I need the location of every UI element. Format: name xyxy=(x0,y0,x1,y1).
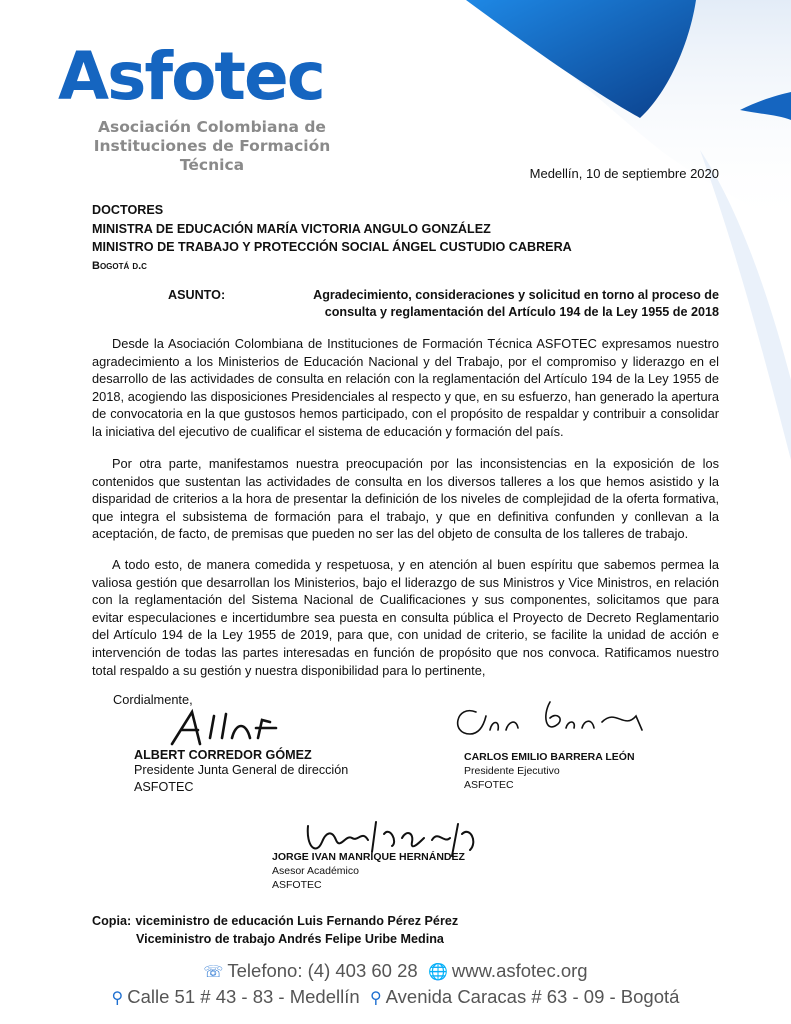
signer-role: Presidente Ejecutivo xyxy=(464,765,560,777)
signer-name: JORGE IVAN MANRIQUE HERNÁNDEZ xyxy=(272,851,465,863)
signature-block-3 xyxy=(266,808,506,894)
signer-org: ASFOTEC xyxy=(464,779,514,791)
signer-role: Asesor Académico xyxy=(272,865,359,877)
signer-org: ASFOTEC xyxy=(134,780,194,794)
subject-block xyxy=(168,287,719,321)
signature-block-1 xyxy=(126,706,366,806)
footer-address-1: Calle 51 # 43 - 83 - Medellín xyxy=(127,986,360,1007)
addressee-block xyxy=(92,201,572,275)
footer-address-2: Avenida Caracas # 63 - 09 - Bogotá xyxy=(385,986,680,1007)
addressee-line: MINISTRO DE TRABAJO Y PROTECCIÓN SOCIAL ÁNGEL CUSTUDIO CABRERA xyxy=(92,240,572,254)
subject-text: Agradecimiento, consideraciones y solicitud en torno al proceso de consulta y reglamentación del Artículo 194 de la Ley 1955 de 2018 xyxy=(313,288,719,319)
body-paragraph: A todo esto, de manera comedida y respetuosa, y en atención al buen espíritu que sabemos permea la valiosa gestión que desarrollan los Ministerios, bajo el liderazgo de sus Ministros y Vice Ministros, en relación con la reglamentación del Sistema Nacional de Cualificaciones y sus componentes, solicitamos que para evitar especulaciones e incertidumbre sea puesta en consulta pública el Proyecto de Decreto Reglamentario del Artículo 194 de la Ley 1955 de 2019, para que, con unidad de criterio, se facilite la unidad de acción e intervención de todas las partes interesadas en función de propósito que nos convoca. Ratificamos nuestro total respaldo a su gestión y nuestra disponibilidad para lo pertinente, xyxy=(92,557,719,678)
globe-icon: 🌐 xyxy=(427,964,448,981)
signer-org: ASFOTEC xyxy=(272,879,322,891)
signature-block-2 xyxy=(440,690,676,802)
footer-web[interactable]: www.asfotec.org xyxy=(451,960,588,981)
copy-label: Copia: xyxy=(92,914,132,928)
organization-name xyxy=(62,118,362,175)
closing: Cordialmente, xyxy=(113,692,193,707)
footer-phone: Telefono: (4) 403 60 28 xyxy=(227,960,418,981)
body-paragraph: Desde la Asociación Colombiana de Instituciones de Formación Técnica ASFOTEC expresamos nuestro agradecimiento a los Ministerios de Educación Nacional y del Trabajo, por el compromiso y liderazgo en el desarrollo de las actividades de consulta en relación con la reglamentación del Artículo 194 de la Ley 1955 de 2018, acogiendo las disposiciones Presidenciales al respecto y que, en su esfuerzo, han generado la apertura de convocatoria en la que gustosos hemos participado, con el propósito de respaldar y contribuir a consolidar la iniciativa del ejecutivo de cualificar el sistema de educación y formación del país. xyxy=(92,336,719,439)
asfotec-logo xyxy=(58,38,324,115)
handwritten-signature xyxy=(166,708,286,748)
handwritten-signature xyxy=(446,694,656,744)
subject-label: ASUNTO: xyxy=(168,288,226,302)
org-line-1: Asociación Colombiana de xyxy=(98,118,326,136)
signer-name: ALBERT CORREDOR GÓMEZ xyxy=(134,748,312,762)
location-icon: ⚲ xyxy=(111,990,124,1007)
addressee-line: DOCTORES xyxy=(92,203,164,217)
footer-address xyxy=(0,986,791,1008)
addressee-city: Bogotá d.c xyxy=(92,259,147,272)
signer-role: Presidente Junta General de dirección xyxy=(134,763,349,777)
letter-date: Medellín, 10 de septiembre 2020 xyxy=(529,166,719,181)
logo-wordmark xyxy=(58,38,324,115)
phone-icon: ☏ xyxy=(203,964,224,981)
copy-line: viceministro de educación Luis Fernando Pérez Pérez xyxy=(135,914,459,928)
org-line-2: Instituciones de Formación Técnica xyxy=(93,137,331,174)
addressee-line: MINISTRA DE EDUCACIÓN MARÍA VICTORIA ANGULO GONZÁLEZ xyxy=(92,221,491,236)
copy-line: Viceministro de trabajo Andrés Felipe Uribe Medina xyxy=(136,932,444,946)
body-paragraph: Por otra parte, manifestamos nuestra preocupación por las inconsistencias en la exposición de los contenidos que sustentan las actividades de consulta en los diversos talleres a los que hemos asistido y la disparidad de criterios a la hora de presentar la definición de los niveles de complejidad de la oferta formativa, que integra el subsistema de formación para el trabajo, y que en definitiva confunden y conllevan a la aceptación, de facto, de premisas que pueden no ser las del objeto de consulta de los talleres de trabajo. xyxy=(92,456,719,542)
footer-contact xyxy=(0,960,791,982)
logo-text: Asfotec xyxy=(58,38,324,115)
copy-recipients xyxy=(92,912,458,948)
signer-name: CARLOS EMILIO BARRERA LEÓN xyxy=(464,751,635,763)
location-icon: ⚲ xyxy=(369,990,382,1007)
